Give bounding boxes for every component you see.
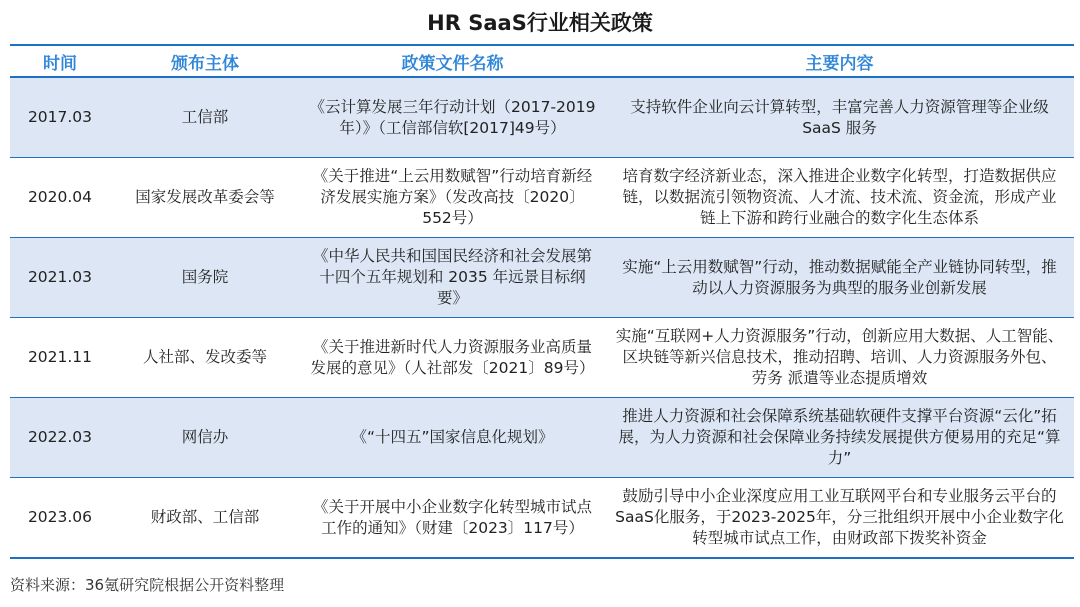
cell-time: 2023.06: [10, 478, 110, 559]
cell-time: 2017.03: [10, 77, 110, 158]
page-title: HR SaaS行业相关政策: [427, 11, 653, 35]
cell-document: 《云计算发展三年行动计划（2017-2019 年）》（工信部信软[2017]49号）: [300, 77, 605, 158]
source-note: 资料来源：36氪研究院根据公开资料整理: [10, 576, 285, 594]
cell-content: 实施“上云用数赋智”行动，推动数据赋能全产业链协同转型，推动以人力资源服务为典型的服务业创新发展: [605, 238, 1074, 318]
cell-content: 支持软件企业向云计算转型，丰富完善人力资源管理等企业级 SaaS 服务: [605, 77, 1074, 158]
policy-table-container: [10, 44, 1074, 559]
cell-content: 推进人力资源和社会保障系统基础软硬件支撑平台资源“云化”拓展，为人力资源和社会保障业务持续发展提供方便易用的充足“算力”: [605, 398, 1074, 478]
policy-table: [10, 44, 1074, 559]
table-row: [10, 318, 1074, 398]
cell-issuer: 国务院: [110, 238, 300, 318]
table-row: [10, 398, 1074, 478]
cell-time: 2020.04: [10, 158, 110, 238]
cell-time: 2022.03: [10, 398, 110, 478]
table-row: [10, 158, 1074, 238]
cell-content: 培育数字经济新业态，深入推进企业数字化转型，打造数据供应链，以数据流引领物资流、人才流、技术流、资金流，形成产业链上下游和跨行业融合的数字化生态体系: [605, 158, 1074, 238]
cell-content: 实施“互联网+人力资源服务”行动，创新应用大数据、人工智能、区块链等新兴信息技术，推动招聘、培训、人力资源服务外包、劳务 派遣等业态提质增效: [605, 318, 1074, 398]
cell-document: 《“十四五”国家信息化规划》: [300, 398, 605, 478]
cell-document: 《关于开展中小企业数字化转型城市试点工作的通知》（财建〔2023〕117号）: [300, 478, 605, 559]
cell-issuer: 财政部、工信部: [110, 478, 300, 559]
cell-document: 《中华人民共和国国民经济和社会发展第十四个五年规划和 2035 年远景目标纲要》: [300, 238, 605, 318]
table-row: [10, 238, 1074, 318]
header-document: 政策文件名称: [300, 45, 605, 77]
table-row: [10, 77, 1074, 158]
cell-issuer: 人社部、发改委等: [110, 318, 300, 398]
header-issuer: 颁布主体: [110, 45, 300, 77]
cell-issuer: 国家发展改革委会等: [110, 158, 300, 238]
header-time: 时间: [10, 45, 110, 77]
cell-issuer: 工信部: [110, 77, 300, 158]
table-header-row: [10, 45, 1074, 77]
cell-content: 鼓励引导中小企业深度应用工业互联网平台和专业服务云平台的SaaS化服务，于2023-2025年，分三批组织开展中小企业数字化转型城市试点工作，由财政部下拨奖补资金: [605, 478, 1074, 559]
cell-document: 《关于推进新时代人力资源服务业高质量发展的意见》（人社部发〔2021〕89号）: [300, 318, 605, 398]
cell-time: 2021.11: [10, 318, 110, 398]
table-row: [10, 478, 1074, 559]
cell-document: 《关于推进“上云用数赋智”行动培育新经济发展实施方案》（发改高技〔2020〕552号）: [300, 158, 605, 238]
cell-issuer: 网信办: [110, 398, 300, 478]
cell-time: 2021.03: [10, 238, 110, 318]
header-content: 主要内容: [605, 45, 1074, 77]
